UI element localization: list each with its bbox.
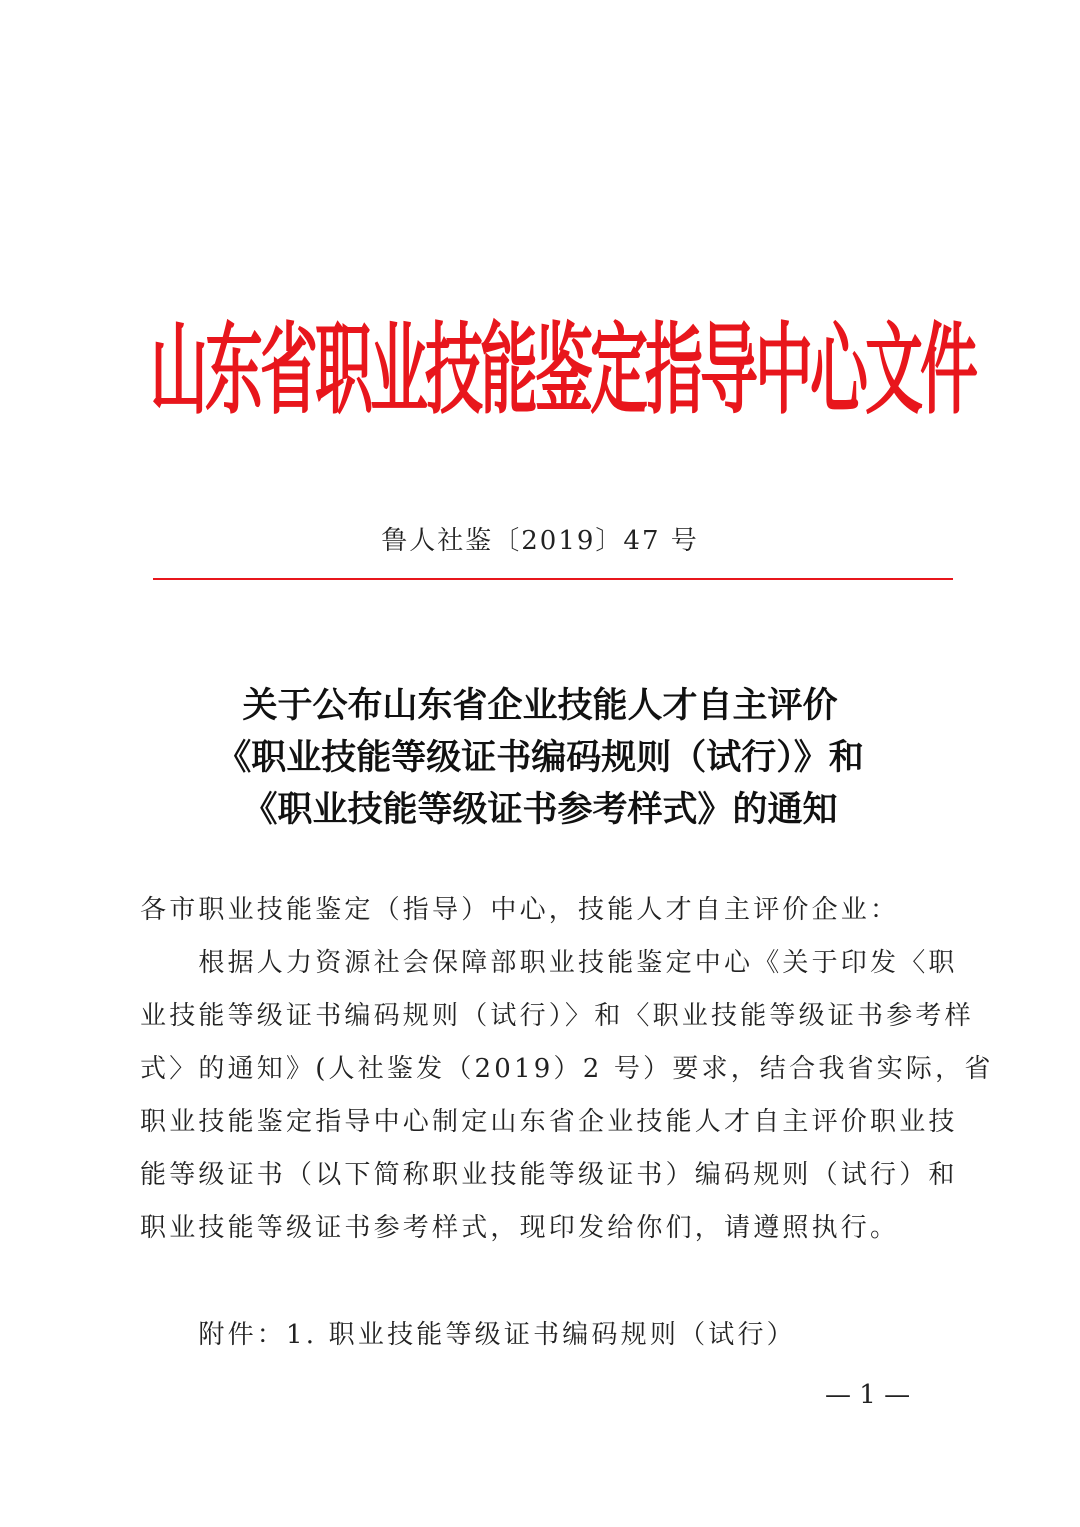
body-line: 能等级证书（以下简称职业技能等级证书）编码规则（试行）和 [140,1160,958,1190]
document-issuer-title: 山东省职业技能鉴定指导中心文件 [150,312,976,428]
notice-title-line-3: 《职业技能等级证书参考样式》的通知 [242,789,838,830]
body-line: 式〉的通知》(人社鉴发（2019）2 号）要求，结合我省实际，省 [140,1054,994,1084]
body-line: 业技能等级证书编码规则（试行）〉和〈职业技能等级证书参考样 [140,1001,974,1031]
body-line: 职业技能等级证书参考样式，现印发给你们，请遵照执行。 [140,1213,900,1243]
body-line: 职业技能鉴定指导中心制定山东省企业技能人才自主评价职业技 [140,1107,958,1137]
body-line: 根据人力资源社会保障部职业技能鉴定中心《关于印发〈职 [140,948,958,978]
notice-title-line-1: 关于公布山东省企业技能人才自主评价 [242,685,838,726]
attachment-item: 附件：1. 职业技能等级证书编码规则（试行） [140,1320,796,1350]
notice-title-line-2: 《职业技能等级证书编码规则（试行）》和 [216,737,864,778]
document-number: 鲁人社鉴〔2019〕47 号 [381,526,699,556]
page-number: — 1 — [825,1380,911,1410]
salutation: 各市职业技能鉴定（指导）中心，技能人才自主评价企业： [140,895,900,925]
red-divider [153,578,953,580]
